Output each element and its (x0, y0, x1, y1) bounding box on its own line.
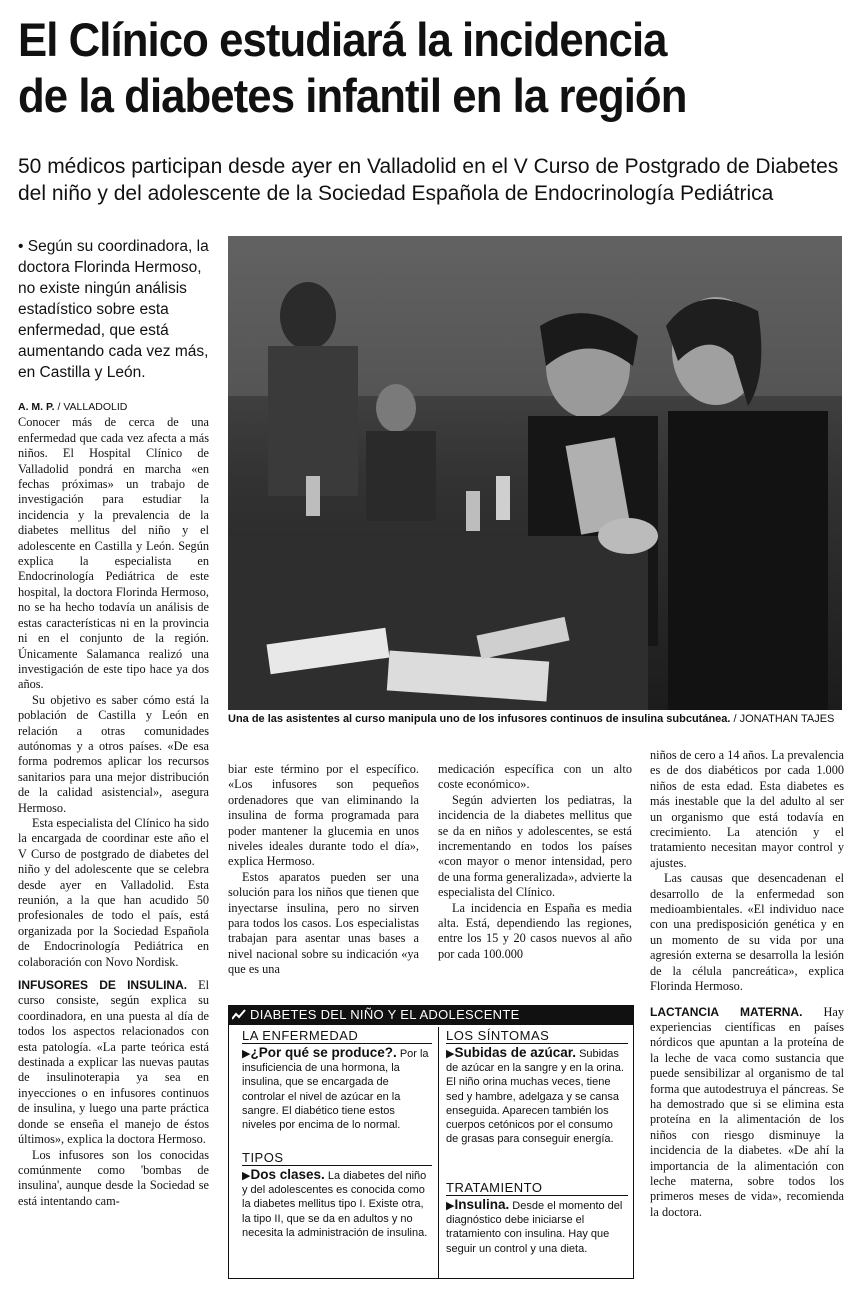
article-paragraph: Esta especialista del Clínico ha sido la encargada de coordinar este año el V Curso de postgrado de diabetes del niño y del adolescente que se celebra desde ayer en Valladolid. Esta reunión, a la que han acudido 50 profesionales de todo el país, está organizada por la Sociedad Española de Endocrinología Pediátrica en colaboración con Novo Nordisk. (18, 815, 209, 969)
box-section-tratamiento (446, 1180, 628, 1256)
article-paragraph: medicación específica con un alto coste económico». (438, 762, 632, 792)
article-column-1 (18, 400, 209, 1209)
article-paragraph: Según advierten los pediatras, la incidencia de la diabetes mellitus que se da en niños y adolescentes, se está incrementando en todos los países «con mayor o menor intensidad, pero de una forma generalizada», advierte la especialista del Clínico. (438, 792, 632, 900)
lead-summary: • Según su coordinadora, la doctora Florinda Hermoso, no existe ningún análisis estadístico sobre esta enfermedad, que está aumentando cada vez más, en Castilla y León. (18, 238, 209, 381)
byline-author: A. M. P. (18, 401, 55, 413)
paragraph-text: El curso consiste, según explica su coordinadora, en una puesta al día de todos los aspectos relacionados con esta patología. «La parte teórica está destinada a explicar las nuevas pautas de insulinoterapia ya sea en inyecciones o en infusores continuos de insulina, y luego una parte práctica donde se enseña el manejo de éstos últimos», explica la doctora Hermoso. (18, 978, 209, 1147)
box-question: Insulina. (454, 1197, 510, 1212)
article-paragraph: Conocer más de cerca de una enfermedad que cada vez afecta a más niños. El Hospital Clínico de Valladolid pondrá en marcha «en fechas próximas» un trabajo de investigación para estudiar la incidencia y la prevalencia de la diabetes mellitus del niño y el adolescente en Castilla y León. Según explica la especialista en Endocrinología Pediátrica de este hospital, la doctora Florinda Hermoso, no se ha hecho todavía un análisis de estas características ni en la provincia ni en el conjunto de la región. Únicamente Salamanca realizó una investigación de este tipo hace ya dos años. (18, 415, 209, 692)
section-subhead: LACTANCIA MATERNA. (650, 1004, 803, 1019)
box-section-label: LOS SÍNTOMAS (446, 1028, 628, 1044)
box-section-body (242, 1046, 432, 1132)
news-photo (228, 236, 842, 710)
box-section-body (446, 1046, 628, 1146)
article-paragraph: Los infusores son los conocidas comúnmente como 'bombas de insulina', aunque desde la Sociedad se está intentando cam- (18, 1147, 209, 1208)
paragraph-text: Hay experiencias científicas en países nórdicos que apuntan a la proteína de la leche de vaca como sustancia que puede sensibilizar al organismo de tal forma que autodestruya el páncreas. Se ha demostrado que si se elimina esta proteína en la alimentación de los niños con riesgo disminuye la incidencia de la diabetes. «De ahí la importancia de la alimentación con leche materna, sobre todos los primeros meses de vida», recomienda la doctora. (650, 1004, 844, 1219)
photo-credit: / JONATHAN TAJES (733, 713, 835, 725)
headline-line-1: El Clínico estudiará la incidencia (18, 13, 667, 66)
article-paragraph: biar este término por el específico. «Los infusores son pequeños ordenadores que van eliminando la insulina de forma programada para poder mantener la glucemia en unos niveles ideales durante todo el día», explica Hermoso. (228, 762, 419, 869)
arrow-right-icon: ▶ (242, 1048, 251, 1060)
subheadline: 50 médicos participan desde ayer en Valladolid en el V Curso de Postgrado de Diabetes del niño y del adolescente de la Sociedad Española de Endocrinología Pediátrica (18, 155, 839, 205)
article-column-3 (438, 762, 632, 962)
box-section-body (242, 1168, 432, 1240)
box-text: Por la insuficiencia de una hormona, la insulina, que se encargada de controlar el nivel de azúcar en la sangre. El diabético tiene estos niveles por encima de lo normal. (242, 1048, 429, 1132)
info-box-title: DIABETES DEL NIÑO Y EL ADOLESCENTE (250, 1007, 520, 1022)
box-divider (438, 1027, 439, 1278)
box-question: ¿Por qué se produce?. (250, 1045, 397, 1060)
box-text: La diabetes del niño y del adolescentes es conocida como la diabetes mellitus tipo I. Existe otra, la tipo II, que se da en adultos y no necesita la administración de insulina. (242, 1170, 428, 1239)
news-photo-illustration (228, 236, 842, 710)
box-section-label: LA ENFERMEDAD (242, 1028, 432, 1044)
info-box-header (228, 1005, 634, 1025)
article-paragraph: La incidencia en España es media alta. Está, dependiendo las regiones, entre los 15 y 20 casos nuevos al año por cada 100.000 (438, 900, 632, 961)
arrow-right-icon: ▶ (446, 1048, 455, 1060)
caption-text: Una de las asistentes al curso manipula uno de los infusores continuos de insulina subcutánea. (228, 713, 731, 725)
article-paragraph: Estos aparatos pueden ser una solución para los niños que tienen que inyectarse insulina, pero no sirven para todos los casos. Los especialistas trabajan para asentar unas bases a nivel nacional sobre su indicación «ya que es una (228, 869, 419, 977)
box-section-label: TRATAMIENTO (446, 1180, 628, 1196)
headline-line-2: de la diabetes infantil en la región (18, 69, 687, 122)
box-section-tipos (242, 1150, 432, 1240)
box-section-sintomas (446, 1028, 628, 1146)
section-subhead: INFUSORES DE INSULINA. (18, 978, 188, 993)
arrow-right-icon: ▶ (446, 1200, 455, 1212)
article-column-2 (228, 762, 419, 978)
box-section-label: TIPOS (242, 1150, 432, 1166)
box-section-enfermedad (242, 1028, 432, 1132)
headline (18, 12, 790, 124)
trend-line-icon (232, 1009, 246, 1021)
article-paragraph (650, 1005, 844, 1221)
box-question: Subidas de azúcar. (454, 1045, 577, 1060)
photo-caption (228, 713, 848, 725)
box-question: Dos clases. (250, 1167, 325, 1182)
box-text: Desde el momento del diagnóstico debe iniciarse el tratamiento con insulina. Hay que seguir un control y una dieta. (446, 1200, 623, 1255)
article-paragraph: Las causas que desencadenan el desarrollo de la enfermedad son medioambientales. «El individuo nace con una predisposición genética y en un momento de su vida por una agresión externa se desarrolla la lesión de la célula pancreática», explica Florinda Hermoso. (650, 871, 844, 994)
byline (18, 400, 209, 415)
article-column-4 (650, 748, 844, 1220)
box-text: Subidas de azúcar en la sangre y en la orina. El niño orina muchas veces, tiene sed y hambre, adelgaza y se cansa enseguida. Aparecen también los cuerpos cetónicos por el consumo de grasas para conseguir energía. (446, 1048, 624, 1146)
byline-place: / VALLADOLID (57, 401, 128, 413)
arrow-right-icon: ▶ (242, 1170, 251, 1182)
article-paragraph: Su objetivo es saber cómo está la población de Castilla y León en relación a otras comunidades autónomas y a otros países. «De esa forma podremos aplicar los recursos sanitarios para una mejor distribución de la calidad asistencial», asegura Hermoso. (18, 692, 209, 815)
article-paragraph (18, 978, 209, 1147)
article-paragraph: niños de cero a 14 años. La prevalencia es de dos diabéticos por cada 1.000 niños de esta edad. Esta diabetes es más inestable que la del adulto al ser un organismo que está todavía en crecimiento. La atención y el tratamiento necesitan mayor control y ajustes. (650, 748, 844, 870)
box-section-body (446, 1198, 628, 1256)
